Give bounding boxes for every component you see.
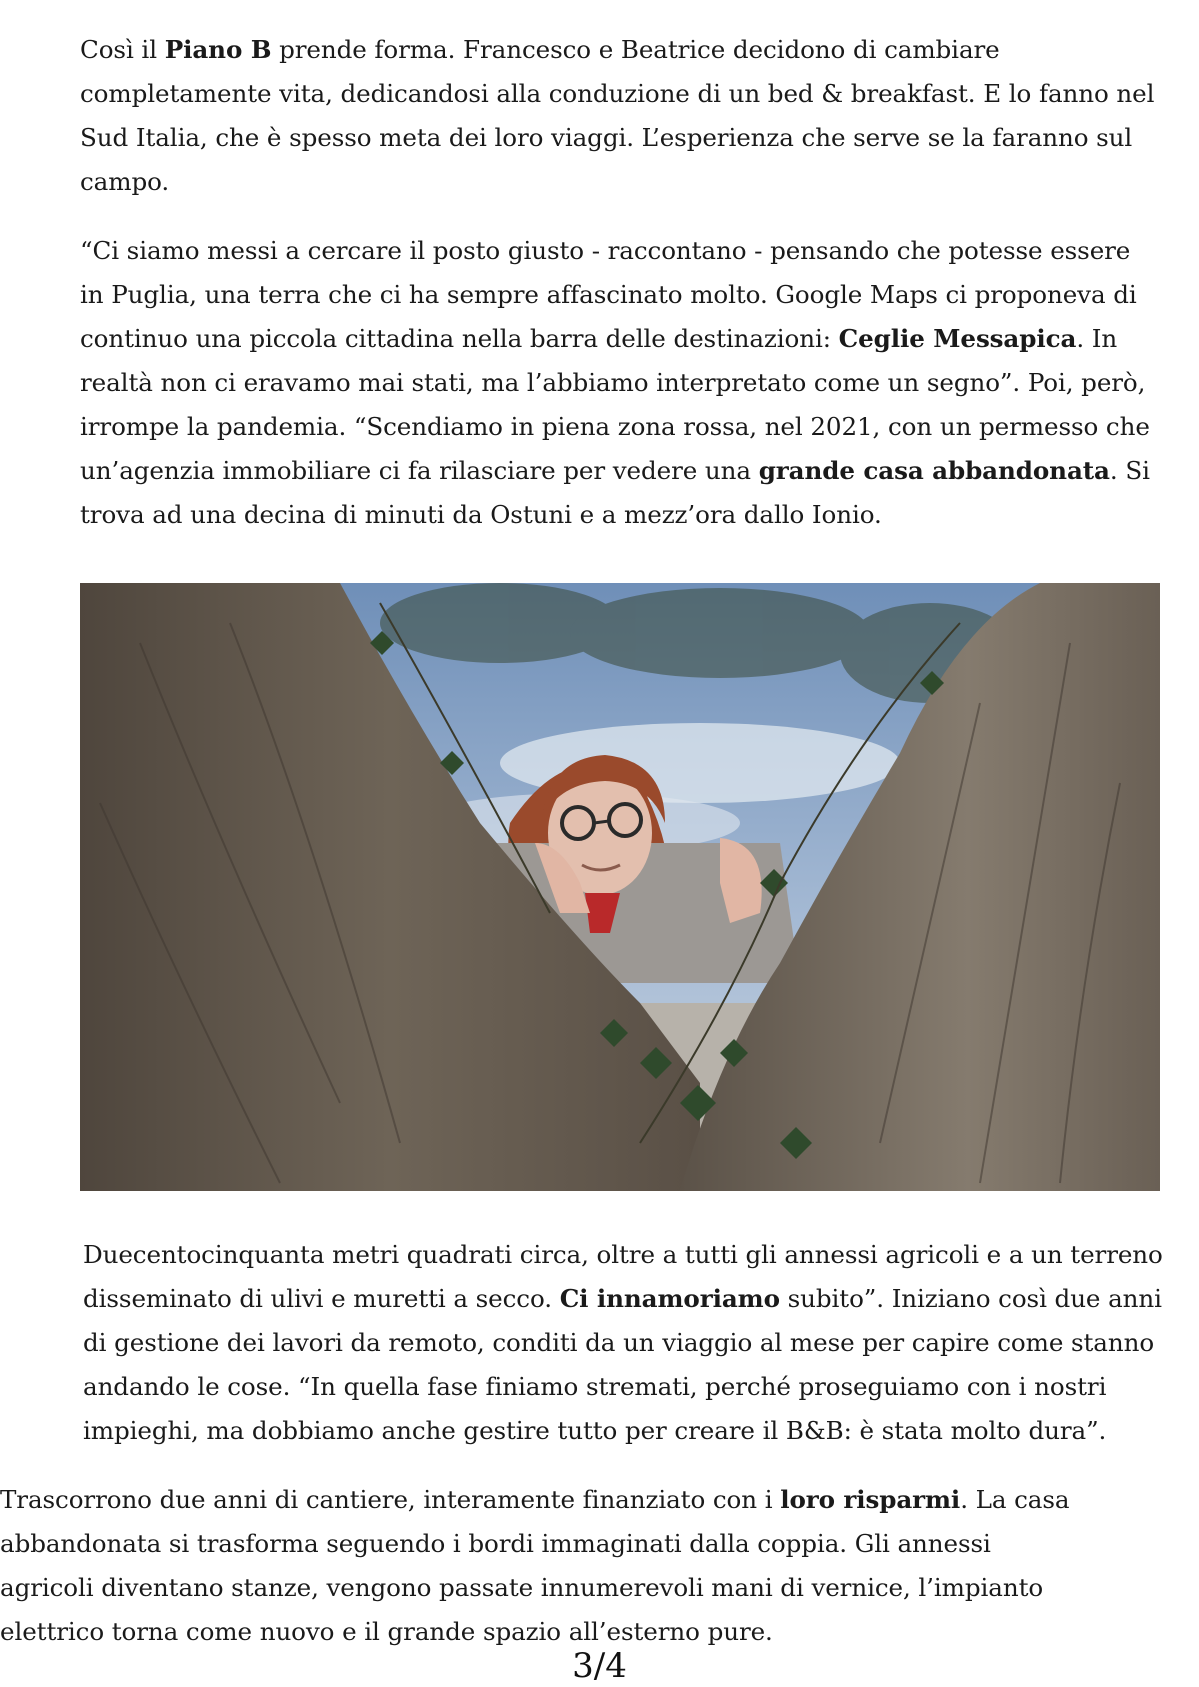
page-number: 3/4: [572, 1646, 627, 1686]
text-run: subito”. Iniziano così due anni di gestione dei lavori da remoto, conditi da un viaggio al mese per capire come stanno andando le cose. “In quella fase finiamo stremati, perché proseguiamo con i nostri impieghi, ma dobbiamo anche gestire tutto per creare il B&B: è stata molto dura”.: [83, 1284, 1162, 1445]
bold-text: Ceglie Messapica: [838, 324, 1077, 353]
paragraph-3: [83, 1233, 1168, 1453]
text-run: prende forma. Francesco e Beatrice decidono di cambiare completamente vita, dedicandosi alla conduzione di un bed & breakfast. E lo fanno nel Sud Italia, che è spesso meta dei loro viaggi. L’esperienza che serve se la faranno sul campo.: [80, 35, 1155, 196]
text-run: “Ci siamo messi a cercare il posto giusto - raccontano - pensando che potesse essere in Puglia, una terra che ci ha sempre affascinato molto. Google Maps ci proponeva di continuo una piccola cittadina nella barra delle destinazioni:: [80, 236, 1137, 353]
text-run: Duecentocinquanta metri quadrati circa, oltre a tutti gli annessi agricoli e a un terreno disseminato di ulivi e muretti a secco.: [83, 1240, 1163, 1313]
text-run: . In realtà non ci eravamo mai stati, ma l’abbiamo interpretato come un segno”. Poi, però, irrompe la pandemia. “Scendiamo in piena zona rossa, nel 2021, con un permesso che un’agenzia immobiliare ci fa rilasciare per vedere una: [80, 324, 1150, 485]
bold-text: loro risparmi: [780, 1485, 961, 1514]
paragraph-4: [0, 1478, 1085, 1654]
article-photo: [80, 583, 1160, 1191]
paragraph-2: [80, 229, 1160, 537]
bold-text: grande casa abbandonata: [758, 456, 1110, 485]
paragraph-1: [80, 28, 1160, 204]
bold-text: Ci innamoriamo: [559, 1284, 780, 1313]
text-run: . Si trova ad una decina di minuti da Ostuni e a mezz’ora dallo Ionio.: [80, 456, 1150, 529]
text-run: Così il: [80, 35, 165, 64]
text-run: . La casa abbandonata si trasforma seguendo i bordi immaginati dalla coppia. Gli annessi agricoli diventano stanze, vengono passate innumerevoli mani di vernice, l’impianto elettrico torna come nuovo e il grande spazio all’esterno pure.: [0, 1485, 1070, 1646]
text-run: Trascorrono due anni di cantiere, interamente finanziato con i: [0, 1485, 781, 1514]
bold-text: Piano B: [164, 35, 272, 64]
